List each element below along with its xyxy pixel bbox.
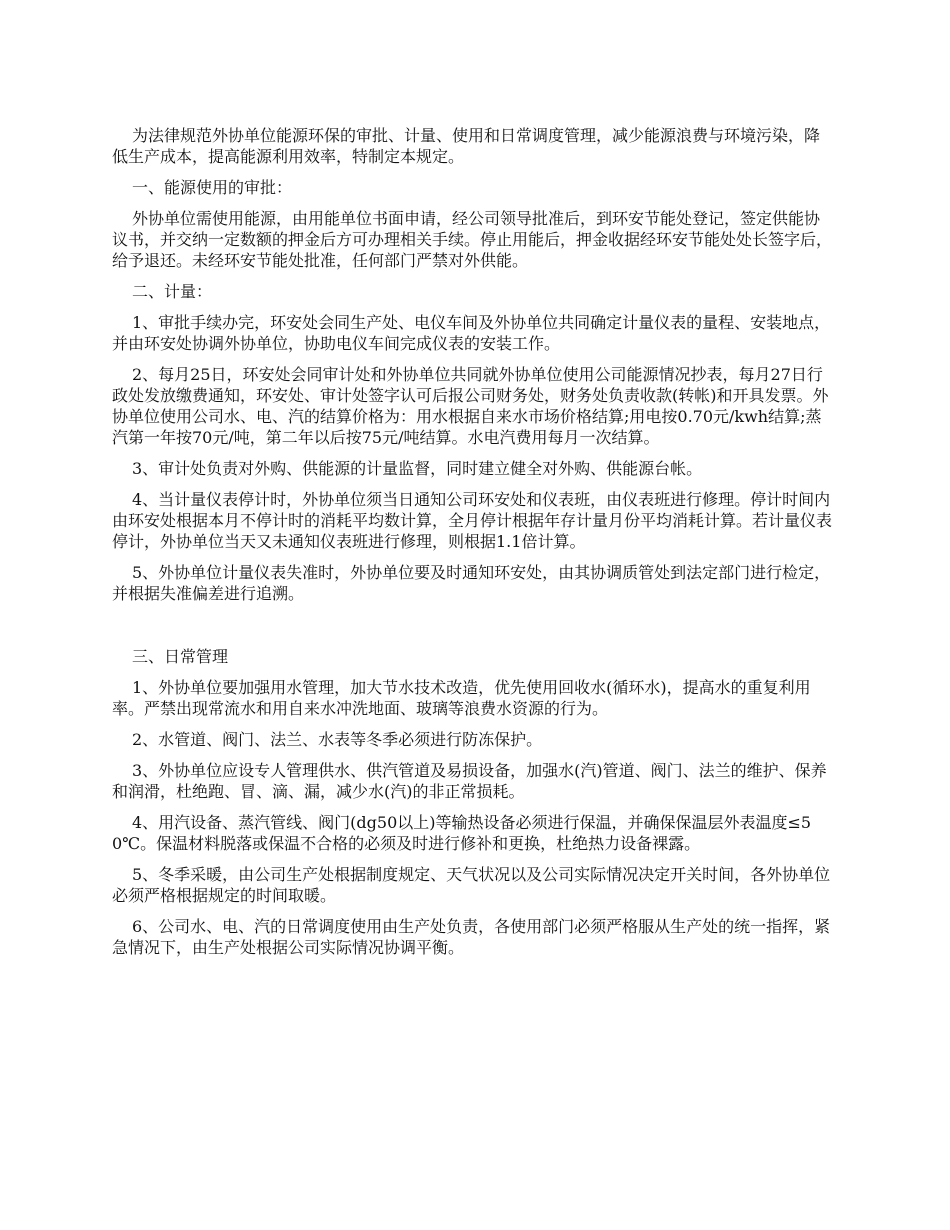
document-page (112, 125, 832, 968)
section-3-item-3: 3、外协单位应设专人管理供水、供汽管道及易损设备，加强水(汽)管道、阀门、法兰的维护、保养和润滑，杜绝跑、冒、滴、漏，减少水(汽)的非正常损耗。 (112, 761, 827, 801)
section-2-title: 二、计量： (132, 282, 213, 301)
section-2-item-4: 4、当计量仪表停计时，外协单位须当日通知公司环安处和仪表班，由仪表班进行修理。停计时间内由环安处根据本月不停计时的消耗平均数计算，全月停计根据年存计量月份平均消耗计算。若计量仪表停计，外协单位当天又未通知仪表班进行修理，则根据1.1倍计算。 (112, 490, 833, 551)
section-3-item-6: 6、公司水、电、汽的日常调度使用由生产处负责，各使用部门必须严格服从生产处的统一指挥，紧急情况下，由生产处根据公司实际情况协调平衡。 (112, 917, 831, 957)
intro-paragraph: 为法律规范外协单位能源环保的审批、计量、使用和日常调度管理，减少能源浪费与环境污染，降低生产成本，提高能源利用效率，特制定本规定。 (112, 126, 821, 166)
section-1-title: 一、能源使用的审批： (132, 178, 293, 197)
section-2-item-1: 1、审批手续办完，环安处会同生产处、电仪车间及外协单位共同确定计量仪表的量程、安装地点，并由环安处协调外协单位，协助电仪车间完成仪表的安装工作。 (112, 313, 831, 353)
section-2-item-5: 5、外协单位计量仪表失准时，外协单位要及时通知环安处，由其协调质管处到法定部门进行检定，并根据失准偏差进行追溯。 (112, 563, 831, 603)
section-3-title: 三、日常管理 (132, 647, 229, 666)
section-2-item-3: 3、审计处负责对外购、供能源的计量监督，同时建立健全对外购、供能源台帐。 (132, 459, 703, 478)
section-3-item-5: 5、冬季采暖，由公司生产处根据制度规定、天气状况以及公司实际情况决定开关时间，各外协单位必须严格根据规定的时间取暖。 (112, 865, 831, 905)
section-3-item-2: 2、水管道、阀门、法兰、水表等冬季必须进行防冻保护。 (132, 730, 543, 749)
section-1-paragraph: 外协单位需使用能源，由用能单位书面申请，经公司领导批准后，到环安节能处登记，签定供能协议书，并交纳一定数额的押金后方可办理相关手续。停止用能后，押金收据经环安节能处处长签字后，给予退还。未经环安节能处批准，任何部门严禁对外供能。 (112, 209, 833, 270)
section-2-item-2: 2、每月25日，环安处会同审计处和外协单位共同就外协单位使用公司能源情况抄表，每月27日行政处发放缴费通知，环安处、审计处签字认可后报公司财务处，财务处负责收款(转帐)和开具发票。外协单位使用公司水、电、汽的结算价格为：用水根据自来水市场价格结算;用电按0.70元/kwh结算;蒸汽第一年按70元/吨，第二年以后按75元/吨结算。水电汽费用每月一次结算。 (112, 365, 829, 447)
section-3-item-4: 4、用汽设备、蒸汽管线、阀门(dg50以上)等输热设备必须进行保温，并确保保温层外表温度≤50℃。保温材料脱落或保温不合格的必须及时进行修补和更换，杜绝热力设备裸露。 (112, 813, 812, 853)
section-3-item-1: 1、外协单位要加强用水管理，加大节水技术改造，优先使用回收水(循环水)，提高水的重复利用率。严禁出现常流水和用自来水冲洗地面、玻璃等浪费水资源的行为。 (112, 678, 811, 718)
